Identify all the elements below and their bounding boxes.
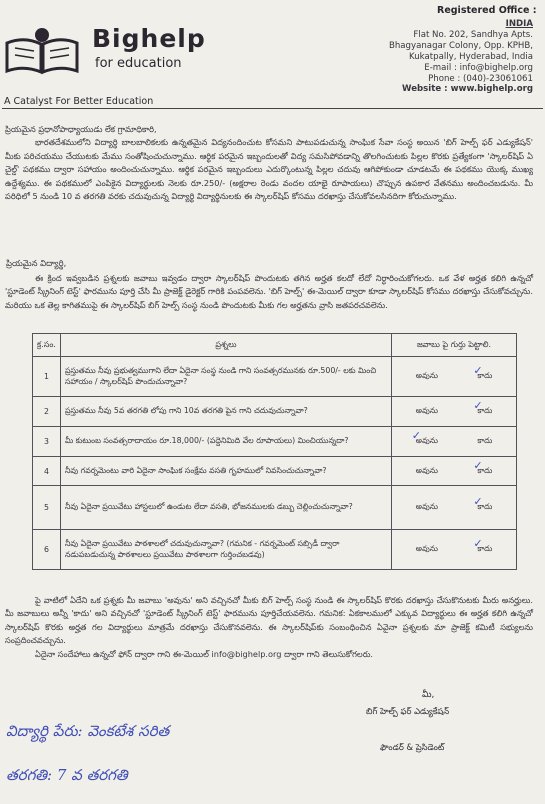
tagline: A Catalyst For Better Education (4, 96, 154, 107)
check-mark-icon: ✓ (411, 429, 421, 442)
answer-option-no[interactable] (473, 537, 493, 555)
intro-paragraph (5, 123, 533, 203)
answer-options (396, 495, 512, 513)
address-line: Bhagyanagar Colony, Opp. KPHB, (388, 40, 533, 51)
answer-options (396, 458, 512, 477)
answer-label: అవును (415, 544, 438, 553)
answer-option-yes[interactable] (416, 371, 438, 382)
answer-cell (392, 357, 517, 397)
address-website: Website : www.bighelp.org (402, 84, 533, 95)
table-row (33, 357, 517, 397)
check-mark-icon: ✓ (473, 399, 483, 412)
answer-label: కాదు (477, 502, 493, 511)
closing-paragraph (5, 594, 533, 661)
greeting: ప్రియమైన ప్రధానోపాధ్యాయుడు లేక గ్రామాధికారి, (5, 124, 157, 134)
address-block (313, 19, 533, 95)
answer-cell (392, 486, 517, 530)
answer-label: కాదు (477, 406, 493, 415)
table-row (33, 397, 517, 427)
address-country: INDIA (505, 19, 533, 29)
address-line: Kukatpally, Hyderabad, India (409, 51, 533, 62)
registered-office-label: Registered Office : (437, 5, 537, 16)
answer-options (396, 537, 512, 555)
row-number: 1 (33, 357, 61, 397)
answer-label: అవును (415, 406, 438, 415)
sign-off: మీ, (422, 690, 435, 700)
student-greeting: ప్రియమైన విద్యార్థి, (6, 258, 67, 268)
answer-cell (392, 427, 517, 457)
paragraph-text: భారతదేశములోని విద్యార్థి బాలబాలికలకు ఉన్నతమైన విద్యనందించుట కోసమని పాటుపడుచున్న సాంఘిక సేవా సంస్థ అయిన 'బిగ్ హెల్ప్ ఫర్ ఎడ్యుకేషన్' మీకు పరిచయము చేయుటకు మేము సంతోషించుచున్నాము. ఆర్థిక పరమైన ఇబ్బందులతో విద్య సమసిపోవడాన్ని తొలగించుటకు పిల్లల కొరకు ప్రత్యేకంగా 'స్కాలర్‌షిప్ ఏ చైల్డ్' పథకము ద్వారా సహాయం అందించుచున్నాము. ఆర్థిక పరమైన ఇబ్బందులు ఎదుర్కొంటున్న పిల్లల చదువు ఆగిపోకుండా చూడటమే ఈ పథకము యొక్క ముఖ్య ఉద్దేశ్యము. ఈ పథకములో ఎంపికైన విద్యార్థులకు నెలకు రూ.250/- (అక్షరాల రెండు వందల యాభై రూపాయలు) చొప్పున ఉపకార వేతనము అందించబడును. మీ పరిధిలో 5 నుండి 10 వ తరగతి వరకు చదువుచున్న విద్యార్థి విద్యార్థినులకు ఈ స్కాలర్‌షిప్ కోసము దరఖాస్తు చేసుకోవలసినదిగా కోరుచున్నాము. (5, 137, 533, 202)
answer-options (396, 364, 512, 382)
question-text: నీవు గవర్నమెంటు వారి ఏదైనా సాంఘిక సంక్షేమ వసతి గృహములో నివసించుచున్నావా? (60, 457, 391, 486)
answer-label: కాదు (477, 371, 493, 380)
column-header-number: క్ర.సం. (33, 334, 61, 357)
answer-cell (392, 397, 517, 427)
check-mark-icon: ✓ (473, 495, 483, 508)
answer-options (396, 399, 512, 417)
org-name: Bighelp (92, 24, 206, 53)
answer-option-yes[interactable] (416, 544, 438, 555)
address-phone: Phone : (040)-23061061 (428, 73, 533, 84)
answer-label: అవును (415, 436, 438, 445)
handwritten-class: తరగతి: 7 వ తరగతి (6, 766, 128, 784)
answer-option-no[interactable] (477, 436, 492, 447)
signatory-title: ఫౌండర్ & ప్రెసిడెంట్ (380, 742, 445, 752)
questions-table (32, 333, 517, 570)
answer-label: కాదు (477, 544, 493, 553)
paragraph-text: పై వాటిలో ఏదేని ఒక ప్రశ్నకు మీ జవాబు 'అవును' అని వచ్చినచో మీకు బిగ్ హెల్ప్ సంస్థ నుండి ఈ స్కాలర్‌షిప్ కొరకు దరఖాస్తు చేసుకొనుటకు మీరు అనర్హులు. మీ జవాబులు అన్నీ 'కాదు' అని వచ్చినచో 'స్టూడెంట్ స్క్రీనింగ్ టెస్ట్' ఫారమును పూర్తిచేయవలెను. గమనిక: ఏకకాలములో ఎక్కువ విద్యార్థులు ఈ అర్హత కలిగి ఉన్నచో స్కాలర్‌షిప్ కొరకు అర్హత గల విద్యార్థులు మాత్రమే దరఖాస్తు చేసుకొనవలెను. ఈ స్కాలర్‌షిప్‌కు సంబంధించిన ఏవైనా ప్రశ్నలకు మా ప్రాజెక్ట్ కమిటీ సభ్యులను సంప్రదించవచ్చును. (5, 595, 533, 646)
answer-label: అవును (415, 465, 438, 475)
book-reader-icon (4, 22, 80, 76)
answer-option-yes[interactable] (416, 466, 438, 477)
answer-label: అవును (415, 502, 438, 511)
header-divider (2, 108, 543, 109)
answer-option-no[interactable] (473, 399, 493, 417)
row-number: 4 (33, 457, 61, 486)
answer-option-no[interactable] (473, 364, 493, 382)
table-row (33, 530, 517, 570)
table-header-row (33, 334, 517, 357)
address-email: E-mail : info@bighelp.org (424, 62, 533, 73)
row-number: 5 (33, 486, 61, 530)
row-number: 2 (33, 397, 61, 427)
answer-option-yes[interactable] (416, 406, 438, 417)
question-text: ప్రస్తుతము నీవు ప్రభుత్వముగాని లేదా ఏదైనా సంస్థ నుండి గాని సంవత్సరమునకు రూ.500/- లకు మించి సహాయం / స్కాలర్‌షిప్ పొందుచున్నావా? (60, 357, 391, 397)
check-mark-icon: ✓ (473, 537, 483, 550)
check-mark-icon: ✓ (473, 364, 483, 377)
question-text: ప్రస్తుతము నీవు 5వ తరగతి లోపు గాని 10వ తరగతి పైన గాని చదువుచున్నావా? (60, 397, 391, 427)
question-text: మీ కుటుంబ సంవత్సరాదాయం రూ.18,000/- (పద్దెనిమిది వేల రూపాయలు) మించియున్నదా? (60, 427, 391, 457)
table-row (33, 486, 517, 530)
answer-label: కాదు (477, 436, 493, 445)
column-header-answer: జవాబు పై గుర్తు పెట్టాలి. (392, 334, 517, 357)
question-text: నీవు ఏదైనా ప్రయివేటు హాస్టలులో ఉండుట లేదా వసతి, భోజనములకు డబ్బు చెల్లించుచున్నావా? (60, 486, 391, 530)
org-logo (4, 20, 206, 80)
answer-option-no[interactable] (473, 458, 493, 477)
table-row (33, 457, 517, 486)
contact-paragraph: ఏదైనా సందేహాలు ఉన్నచో ఫోన్ ద్వారా గాని ఈ-మెయిల్ info@bighelp.org ద్వారా గాని తెలుసుకోగలరు. (35, 648, 374, 659)
instructions-paragraph: ఈ క్రింద ఇవ్వబడిన ప్రశ్నలకు జవాబు ఇవ్వడం ద్వారా స్కాలర్‌షిప్ పొందుటకు తగిన అర్హత కలదో లేదో నిర్ధారించుకోగలరు. ఒక వేళ అర్హత కలిగి ఉన్నచో 'స్టూడెంట్ స్క్రీనింగ్ టెస్ట్' ఫారమును పూర్తి చేసి మీ ప్రాజెక్ట్ డైరెక్టర్ గారికి పంపవలెను. 'బిగ్ హెల్ప్' ఈ-మెయిల్ ద్వారా కూడా స్కాలర్‌షిప్ కోసము దరఖాస్తు చేసుకోవచ్చును. మరియు ఒక తెల్ల కాగితముపై ఈ స్కాలర్‌షిప్ బిగ్ హెల్ప్ సంస్థ నుండి పొందుటకు మీకు గల అర్హతను వ్రాసి జతపరచవలెను. (5, 273, 533, 310)
column-header-question: ప్రశ్నలు (60, 334, 391, 357)
answer-option-no[interactable] (473, 495, 493, 513)
row-number: 3 (33, 427, 61, 457)
answer-label: కాదు (477, 465, 493, 475)
answer-cell (392, 457, 517, 486)
org-subtitle: for education (95, 56, 182, 71)
table-row (33, 427, 517, 457)
question-text: నీవు ఏదైనా ప్రయివేటు పాఠశాలలో చదువుచున్నావా? (గమనిక - గవర్నమెంట్ సబ్సిడీ ద్వారా నడుపబడుచున్న పాఠశాలలు ప్రయివేటు పాఠశాలగా గుర్తించబడవు) (60, 530, 391, 570)
handwritten-student-name: విద్యార్థి పేరు: వెంకటేశ సరిత (6, 722, 170, 740)
answer-label: అవును (415, 371, 438, 380)
signatory-name: బిగ్ హెల్ప్ ఫర్ ఎడ్యుకేషన్ (366, 706, 450, 716)
answer-options (396, 429, 512, 447)
address-line: Flat No. 202, Sandhya Apts. (413, 29, 533, 40)
answer-cell (392, 530, 517, 570)
answer-option-yes[interactable] (416, 502, 438, 513)
check-mark-icon: ✓ (473, 458, 483, 472)
answer-option-yes[interactable] (411, 429, 438, 447)
row-number: 6 (33, 530, 61, 570)
